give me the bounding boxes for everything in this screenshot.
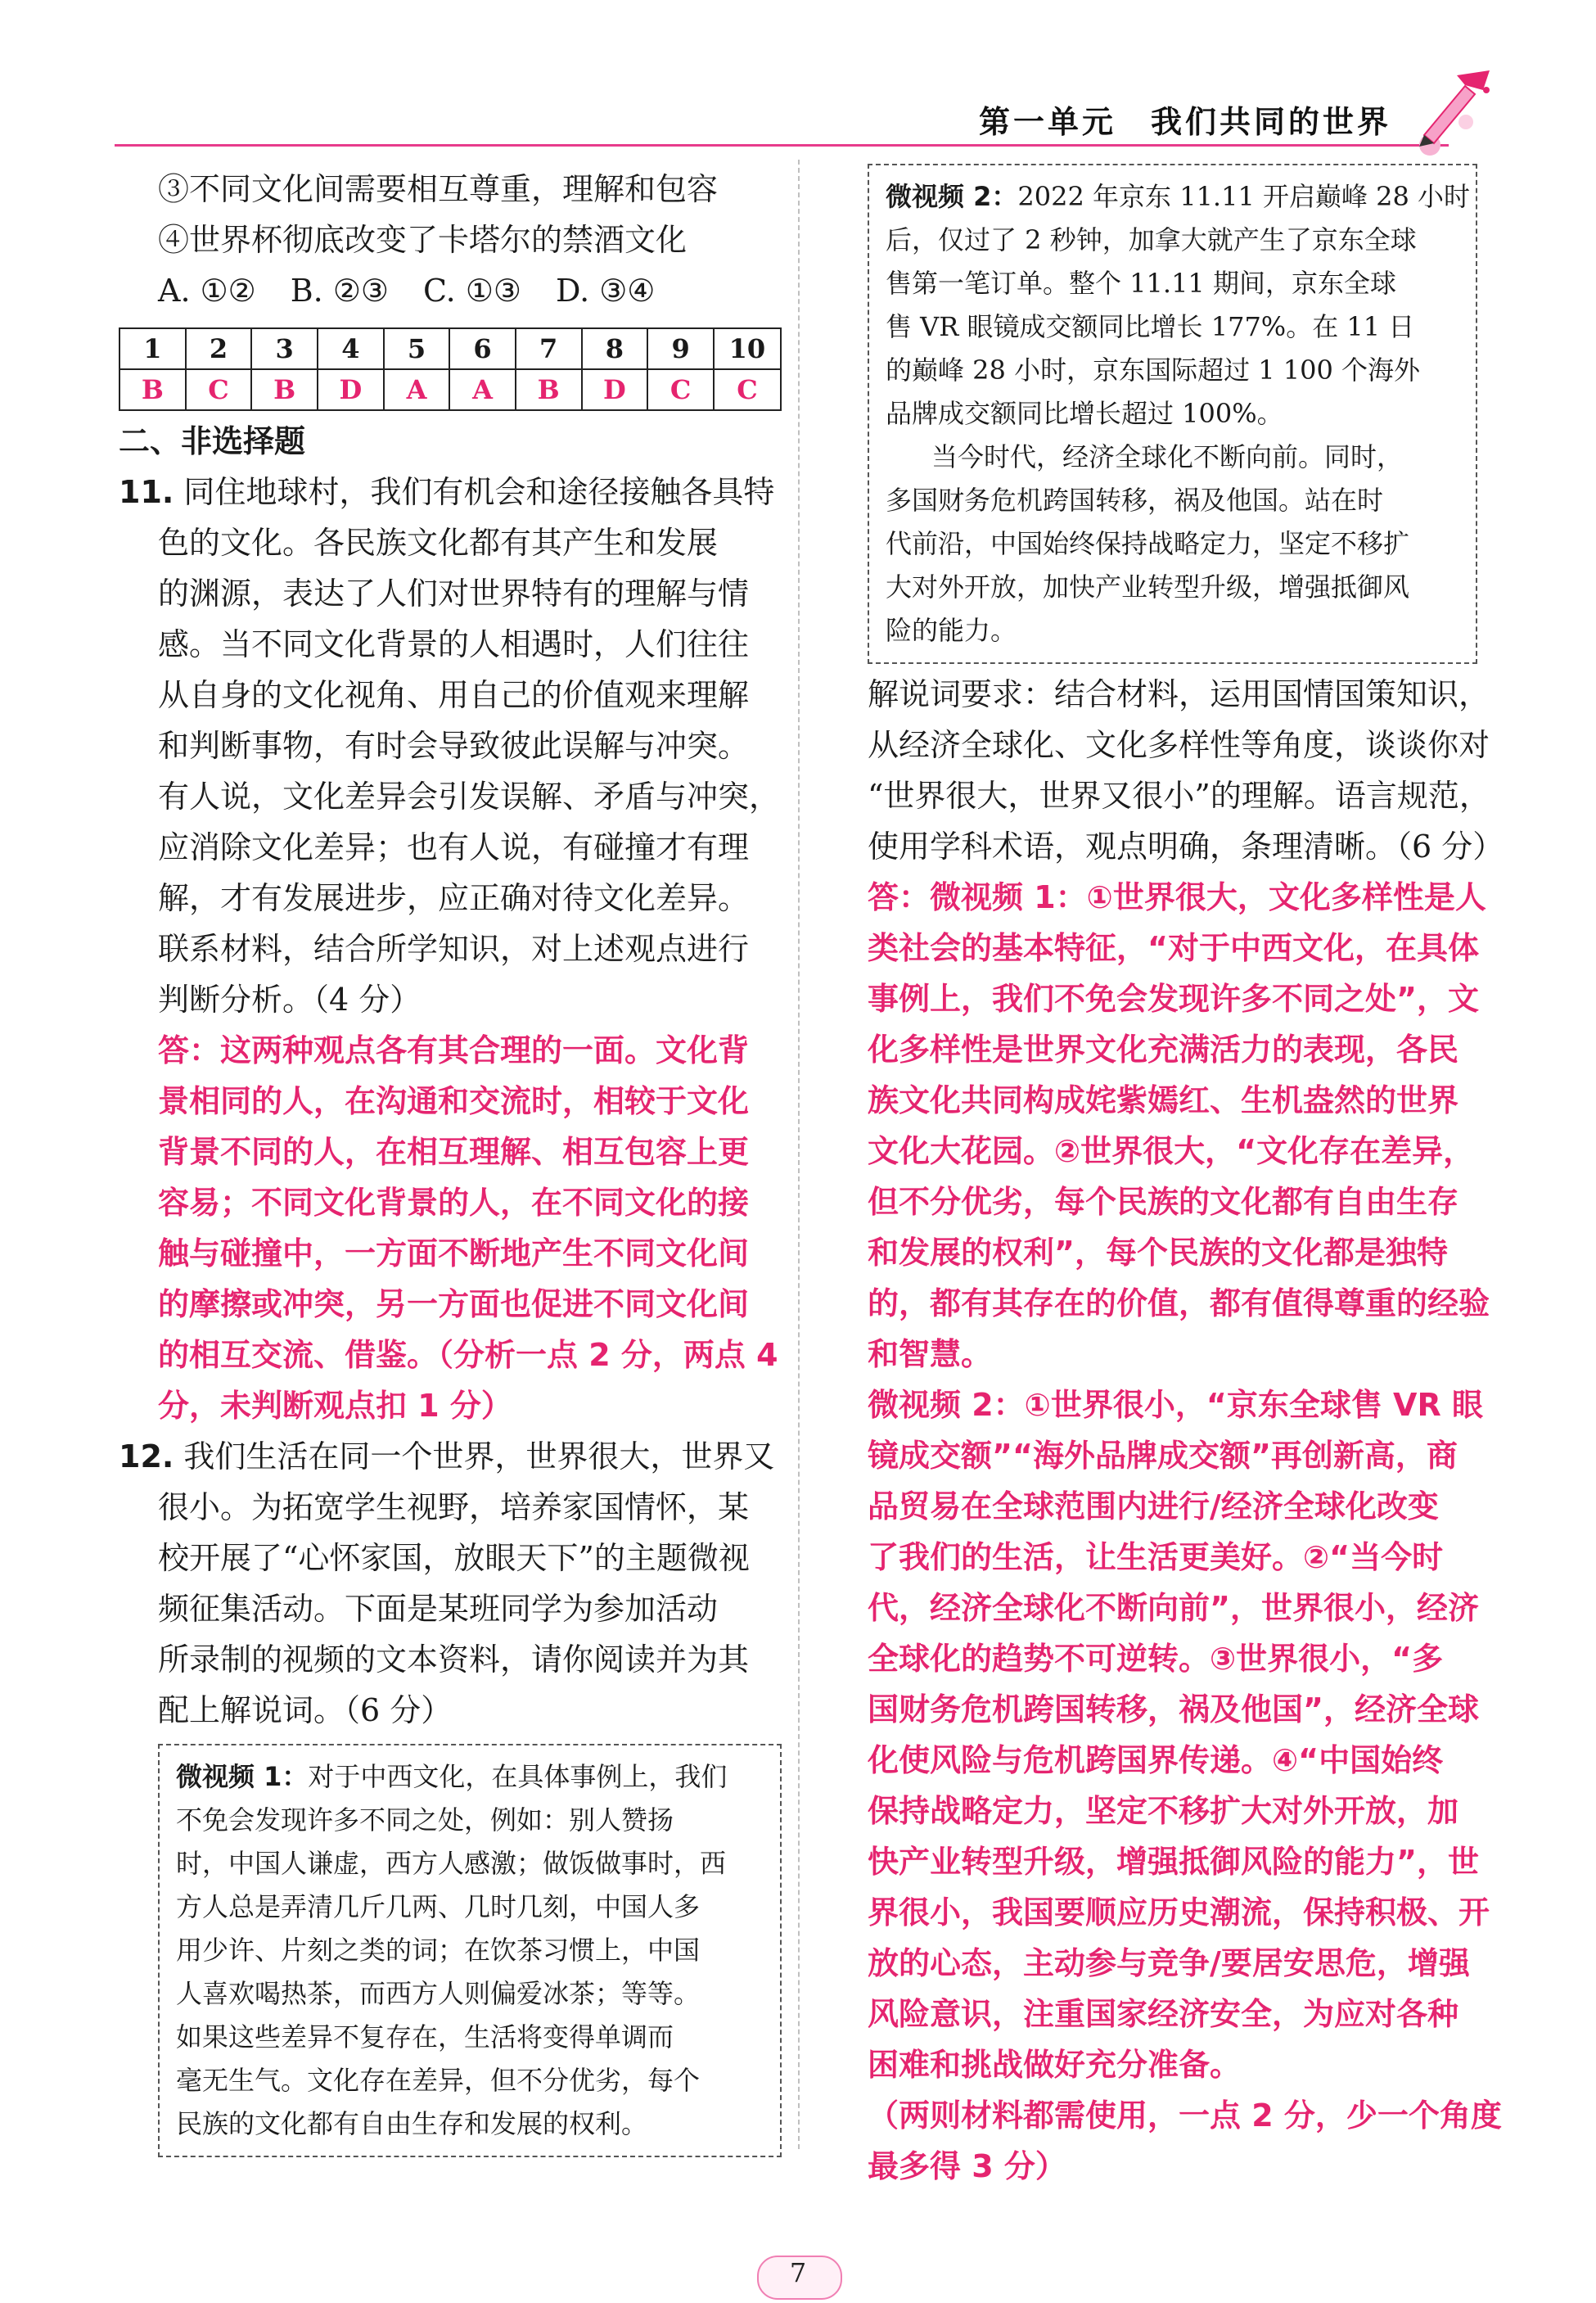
answer-line: 品贸易在全球范围内进行/经济全球化改变 <box>868 1488 1439 1524</box>
answer-cell: D <box>582 369 648 410</box>
requirement-line: 解说词要求：结合材料，运用国情国策知识， <box>868 676 1490 712</box>
answer-line: （两则材料都需使用，一点 2 分，少一个角度 <box>868 2098 1502 2134</box>
box-line: 险的能力。 <box>886 615 1017 646</box>
question-line: 频征集活动。下面是某班同学为参加活动 <box>158 1591 719 1627</box>
column-divider <box>798 160 800 2149</box>
table-cell: 5 <box>384 328 450 369</box>
box-line: 售第一笔订单。整个 11.11 期间，京东全球 <box>886 268 1396 299</box>
unit-title: 第一单元 我们共同的世界 <box>978 104 1391 140</box>
video-2-box <box>868 164 1477 664</box>
answer-table <box>119 327 782 411</box>
answer-line: 界很小，我国要顺应历史潮流，保持积极、开 <box>868 1894 1490 1930</box>
box-line: 如果这些差异不复存在，生活将变得单调而 <box>176 2021 674 2052</box>
box-label: 微视频 1： <box>176 1761 309 1792</box>
question-line: 应消除文化差异；也有人说，有碰撞才有理 <box>158 829 750 865</box>
answer-cell: C <box>647 369 714 410</box>
table-cell: 2 <box>186 328 252 369</box>
header-rule <box>115 144 1449 147</box>
answer-line: 的相互交流、借鉴。（分析一点 2 分，两点 4 <box>158 1337 778 1373</box>
requirement-line: 从经济全球化、文化多样性等角度，谈谈你对 <box>868 727 1490 763</box>
box-line: 不免会发现许多不同之处，例如：别人赞扬 <box>176 1804 674 1836</box>
table-cell: 6 <box>449 328 516 369</box>
question-11-first-line <box>119 467 782 517</box>
box-line: 后，仅过了 2 秒钟，加拿大就产生了京东全球 <box>886 224 1417 255</box>
answer-line: 的摩擦或冲突，另一方面也促进不同文化间 <box>158 1286 750 1322</box>
answer-line: 微视频 2：①世界很小，“京东全球售 VR 眼 <box>868 1387 1483 1423</box>
answer-line: 和智慧。 <box>868 1336 993 1372</box>
answer-cell: B <box>516 369 582 410</box>
box-line: 人喜欢喝热茶，而西方人则偏爱冰茶；等等。 <box>176 1978 701 2009</box>
answer-line: 快产业转型升级，增强抵御风险的能力”，世 <box>868 1844 1479 1880</box>
answer-line: 国财务危机跨国转移，祸及他国”，经济全球 <box>868 1691 1479 1727</box>
video-1-box <box>158 1744 782 2157</box>
answer-line: 困难和挑战做好充分准备。 <box>868 2047 1242 2083</box>
box-line: 售 VR 眼镜成交额同比增长 177%。在 11 日 <box>886 311 1415 342</box>
answer-line: 容易；不同文化背景的人，在不同文化的接 <box>158 1185 750 1221</box>
answer-line: 放的心态，主动参与竞争/要居安思危，增强 <box>868 1945 1470 1981</box>
table-cell: 3 <box>251 328 318 369</box>
box-line: 方人总是弄清几斤几两、几时几刻，中国人多 <box>176 1891 701 1922</box>
answer-cell: A <box>384 369 450 410</box>
answer-line: 了我们的生活，让生活更美好。②“当今时 <box>868 1539 1444 1575</box>
answer-line: 化多样性是世界文化充满活力的表现，各民 <box>868 1032 1459 1068</box>
answer-line: 和发展的权利”，每个民族的文化都是独特 <box>868 1235 1448 1271</box>
left-column <box>119 164 782 2157</box>
answer-line: 族文化共同构成姹紫嫣红、生机盎然的世界 <box>868 1082 1459 1118</box>
answer-cell: D <box>318 369 384 410</box>
question-line: 判断分析。（4 分） <box>158 982 422 1018</box>
answer-line: 风险意识，注重国家经济安全，为应对各种 <box>868 1996 1459 2032</box>
answer-line: 景相同的人，在沟通和交流时，相较于文化 <box>158 1083 750 1119</box>
answer-cell: C <box>186 369 252 410</box>
box-line <box>176 1755 764 1799</box>
question-line: 感。当不同文化背景的人相遇时，人们往往 <box>158 626 750 662</box>
table-cell: 9 <box>647 328 714 369</box>
answer-line: 保持战略定力，坚定不移扩大对外开放，加 <box>868 1793 1459 1829</box>
requirement-line: “世界很大，世界又很小”的理解。语言规范， <box>868 778 1490 814</box>
box-line: 时，中国人谦虚，西方人感激；做饭做事时，西 <box>176 1848 727 1879</box>
choice-b: B. ②③ <box>290 273 389 309</box>
question-line: 色的文化。各民族文化都有其产生和发展 <box>158 525 719 561</box>
requirement-block <box>868 669 1504 872</box>
box-label: 微视频 2： <box>886 181 1018 212</box>
answer-line: 触与碰撞中，一方面不断地产生不同文化间 <box>158 1235 750 1271</box>
box-line: 当今时代，经济全球化不断向前。同时， <box>931 441 1404 472</box>
table-cell: 4 <box>318 328 384 369</box>
page-header <box>115 82 1498 147</box>
box-text: 对于中西文化，在具体事例上，我们 <box>308 1761 728 1792</box>
section-title: 二、非选择题 <box>119 423 306 459</box>
question-number: 12. <box>119 1438 174 1474</box>
table-cell: 8 <box>582 328 648 369</box>
question-12-first-line <box>119 1431 782 1482</box>
answer-line: 事例上，我们不免会发现许多不同之处”，文 <box>868 981 1479 1017</box>
question-line: 很小。为拓宽学生视野，培养家国情怀，某 <box>158 1489 750 1525</box>
box-text: 2022 年京东 11.11 开启巅峰 28 小时 <box>1017 181 1471 212</box>
question-line: 联系材料，结合所学知识，对上述观点进行 <box>158 931 750 967</box>
table-cell: 7 <box>516 328 582 369</box>
answer-cell: B <box>119 369 186 410</box>
box-line <box>886 175 1471 219</box>
option-line: ④世界杯彻底改变了卡塔尔的禁酒文化 <box>158 222 688 258</box>
box-line: 民族的文化都有自由生存和发展的权利。 <box>176 2108 648 2139</box>
question-number: 11. <box>119 474 174 510</box>
question-line: 校开展了“心怀家国，放眼天下”的主题微视 <box>158 1540 750 1576</box>
answer-line: 化使风险与危机跨国界传递。④“中国始终 <box>868 1742 1444 1778</box>
table-cell: 10 <box>714 328 781 369</box>
option-line: ③不同文化间需要相互尊重，理解和包容 <box>158 171 719 207</box>
table-cell: 1 <box>119 328 186 369</box>
answer-table-numbers <box>119 328 781 369</box>
answer-line: 但不分优劣，每个民族的文化都有自由生存 <box>868 1184 1459 1220</box>
question-line: 解，才有发展进步，应正确对待文化差异。 <box>158 880 750 916</box>
answer-line: 答：这两种观点各有其合理的一面。文化背 <box>158 1032 750 1068</box>
answer-cell: A <box>449 369 516 410</box>
choice-d: D. ③④ <box>555 273 656 309</box>
box-line: 多国财务危机跨国转移，祸及他国。站在时 <box>886 485 1384 516</box>
answer-line: 镜成交额”“海外品牌成交额”再创新高，商 <box>868 1438 1458 1474</box>
answer-line: 最多得 3 分） <box>868 2148 1066 2184</box>
choice-a: A. ①② <box>158 273 256 309</box>
answer-line: 文化大花园。②世界很大，“文化存在差异， <box>868 1133 1475 1169</box>
answer-block <box>868 872 1502 2192</box>
question-line: 所录制的视频的文本资料，请你阅读并为其 <box>158 1641 750 1678</box>
box-line: 的巅峰 28 小时，京东国际超过 1 100 个海外 <box>886 354 1421 386</box>
answer-line: 类社会的基本特征，“对于中西文化，在具体 <box>868 930 1479 966</box>
question-line: 有人说，文化差异会引发误解、矛盾与冲突， <box>158 779 781 815</box>
requirement-line: 使用学科术语，观点明确，条理清晰。（6 分） <box>868 829 1504 865</box>
choice-options <box>119 265 782 316</box>
answer-cell: C <box>714 369 781 410</box>
question-line: 配上解说词。（6 分） <box>158 1692 453 1728</box>
answer-line: 全球化的趋势不可逆转。③世界很小，“多 <box>868 1641 1444 1677</box>
question-text: 我们生活在同一个世界，世界很大，世界又 <box>183 1438 775 1474</box>
question-line: 和判断事物，有时会导致彼此误解与冲突。 <box>158 728 750 764</box>
pencil-hat-icon <box>1408 65 1498 147</box>
answer-cell: B <box>251 369 318 410</box>
box-line: 毫无生气。文化存在差异，但不分优劣，每个 <box>176 2065 701 2096</box>
page-number: 7 <box>789 2257 807 2288</box>
question-text: 同住地球村，我们有机会和途径接触各具特 <box>183 474 775 510</box>
answer-line: 分，未判断观点扣 1 分） <box>158 1388 512 1424</box>
choice-c: C. ①③ <box>422 273 521 309</box>
answer-line: 代，经济全球化不断向前”，世界很小，经济 <box>868 1590 1479 1626</box>
answer-line: 答：微视频 1：①世界很大，文化多样性是人 <box>868 879 1486 915</box>
page-footer <box>757 2256 839 2296</box>
box-line: 代前沿，中国始终保持战略定力，坚定不移扩 <box>886 528 1410 559</box>
question-line: 的渊源，表达了人们对世界特有的理解与情 <box>158 576 750 612</box>
answer-line: 背景不同的人，在相互理解、相互包容上更 <box>158 1134 750 1170</box>
right-column <box>868 164 1504 2192</box>
box-line: 品牌成交额同比增长超过 100%。 <box>886 398 1283 429</box>
answer-line: 的，都有其存在的价值，都有值得尊重的经验 <box>868 1285 1490 1321</box>
answer-table-answers <box>119 369 781 410</box>
box-line: 用少许、片刻之类的词；在饮茶习惯上，中国 <box>176 1935 701 1966</box>
question-line: 从自身的文化视角、用自己的价值观来理解 <box>158 677 750 713</box>
box-line: 大对外开放，加快产业转型升级，增强抵御风 <box>886 571 1410 603</box>
